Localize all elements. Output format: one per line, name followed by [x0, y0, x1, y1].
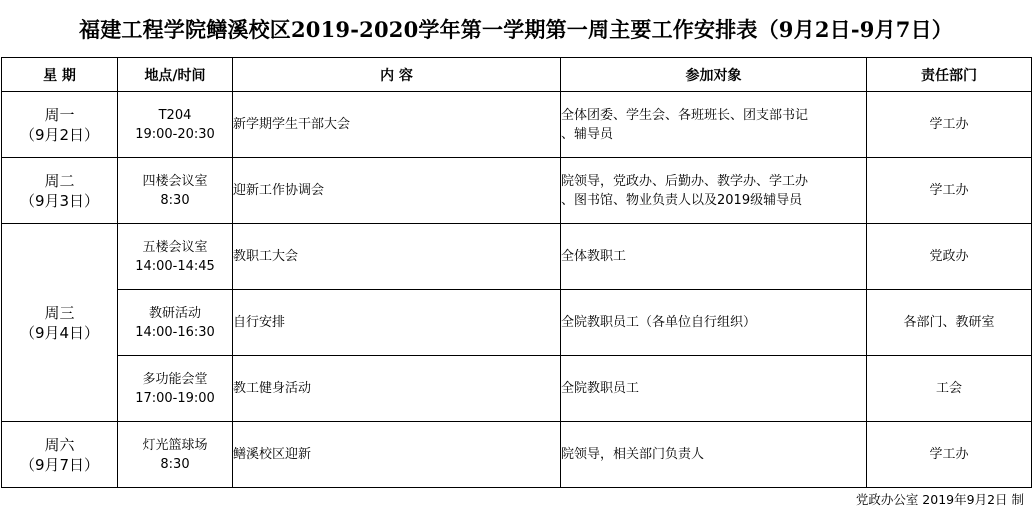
time: 17:00-19:00 [135, 390, 215, 406]
place-time-cell [118, 356, 233, 422]
department-cell: 各部门、教研室 [867, 290, 1032, 356]
schedule-table [1, 57, 1032, 488]
table-row [2, 356, 1032, 422]
content-cell: 迎新工作协调会 [233, 158, 561, 224]
place-time-cell [118, 422, 233, 488]
day-cell [2, 92, 118, 158]
place-time-cell [118, 224, 233, 290]
department-cell: 工会 [867, 356, 1032, 422]
participants-line: 院领导，党政办、后勤办、教学办、学工办 [561, 173, 809, 189]
department-cell: 党政办 [867, 224, 1032, 290]
place: 五楼会议室 [142, 239, 208, 255]
day-name: 周二 [44, 171, 75, 190]
content-cell: 自行安排 [233, 290, 561, 356]
participants-line: 全体团委、学生会、各班班长、团支部书记 [561, 107, 809, 123]
day-date: （9月3日） [19, 191, 100, 210]
department-cell: 学工办 [867, 158, 1032, 224]
participants-line: 、图书馆、物业负责人以及2019级辅导员 [561, 192, 803, 208]
day-cell [2, 224, 118, 422]
participants-cell [561, 158, 867, 224]
header-row [2, 58, 1032, 92]
header-day: 星 期 [2, 58, 118, 92]
day-date: （9月2日） [19, 125, 100, 144]
day-cell [2, 158, 118, 224]
day-cell [2, 422, 118, 488]
time: 14:00-16:30 [135, 324, 215, 340]
day-name: 周一 [44, 105, 75, 124]
footer-signature: 党政办公室 2019年9月2日 制 [855, 492, 1024, 507]
place: T204 [158, 107, 192, 123]
table-row [2, 224, 1032, 290]
content-cell: 新学期学生干部大会 [233, 92, 561, 158]
time: 14:00-14:45 [135, 258, 215, 274]
day-name: 周三 [44, 303, 75, 322]
content-cell: 教职工大会 [233, 224, 561, 290]
participants-cell: 院领导，相关部门负责人 [561, 422, 867, 488]
table-row [2, 422, 1032, 488]
header-content: 内 容 [233, 58, 561, 92]
table-row [2, 92, 1032, 158]
day-date: （9月7日） [19, 455, 100, 474]
header-place-time: 地点/时间 [118, 58, 233, 92]
place: 多功能会堂 [142, 371, 208, 387]
day-date: （9月4日） [19, 323, 100, 342]
table-row [2, 158, 1032, 224]
content-cell: 教工健身活动 [233, 356, 561, 422]
place: 教研活动 [148, 305, 201, 321]
header-participants: 参加对象 [561, 58, 867, 92]
participants-cell: 全体教职工 [561, 224, 867, 290]
content-cell: 鳝溪校区迎新 [233, 422, 561, 488]
header-department: 责任部门 [867, 58, 1032, 92]
participants-cell: 全院教职员工 [561, 356, 867, 422]
page-title: 福建工程学院鳝溪校区2019-2020学年第一学期第一周主要工作安排表（9月2日-9月7日） [79, 16, 953, 42]
place: 灯光篮球场 [142, 437, 208, 453]
time: 8:30 [160, 456, 190, 472]
time: 8:30 [160, 192, 190, 208]
table-row [2, 290, 1032, 356]
place-time-cell [118, 92, 233, 158]
day-name: 周六 [44, 435, 75, 454]
time: 19:00-20:30 [135, 126, 215, 142]
participants-line: 、辅导员 [561, 126, 614, 142]
place: 四楼会议室 [142, 173, 208, 189]
department-cell: 学工办 [867, 92, 1032, 158]
participants-cell [561, 92, 867, 158]
department-cell: 学工办 [867, 422, 1032, 488]
place-time-cell [118, 290, 233, 356]
place-time-cell [118, 158, 233, 224]
participants-cell: 全院教职员工（各单位自行组织） [561, 290, 867, 356]
